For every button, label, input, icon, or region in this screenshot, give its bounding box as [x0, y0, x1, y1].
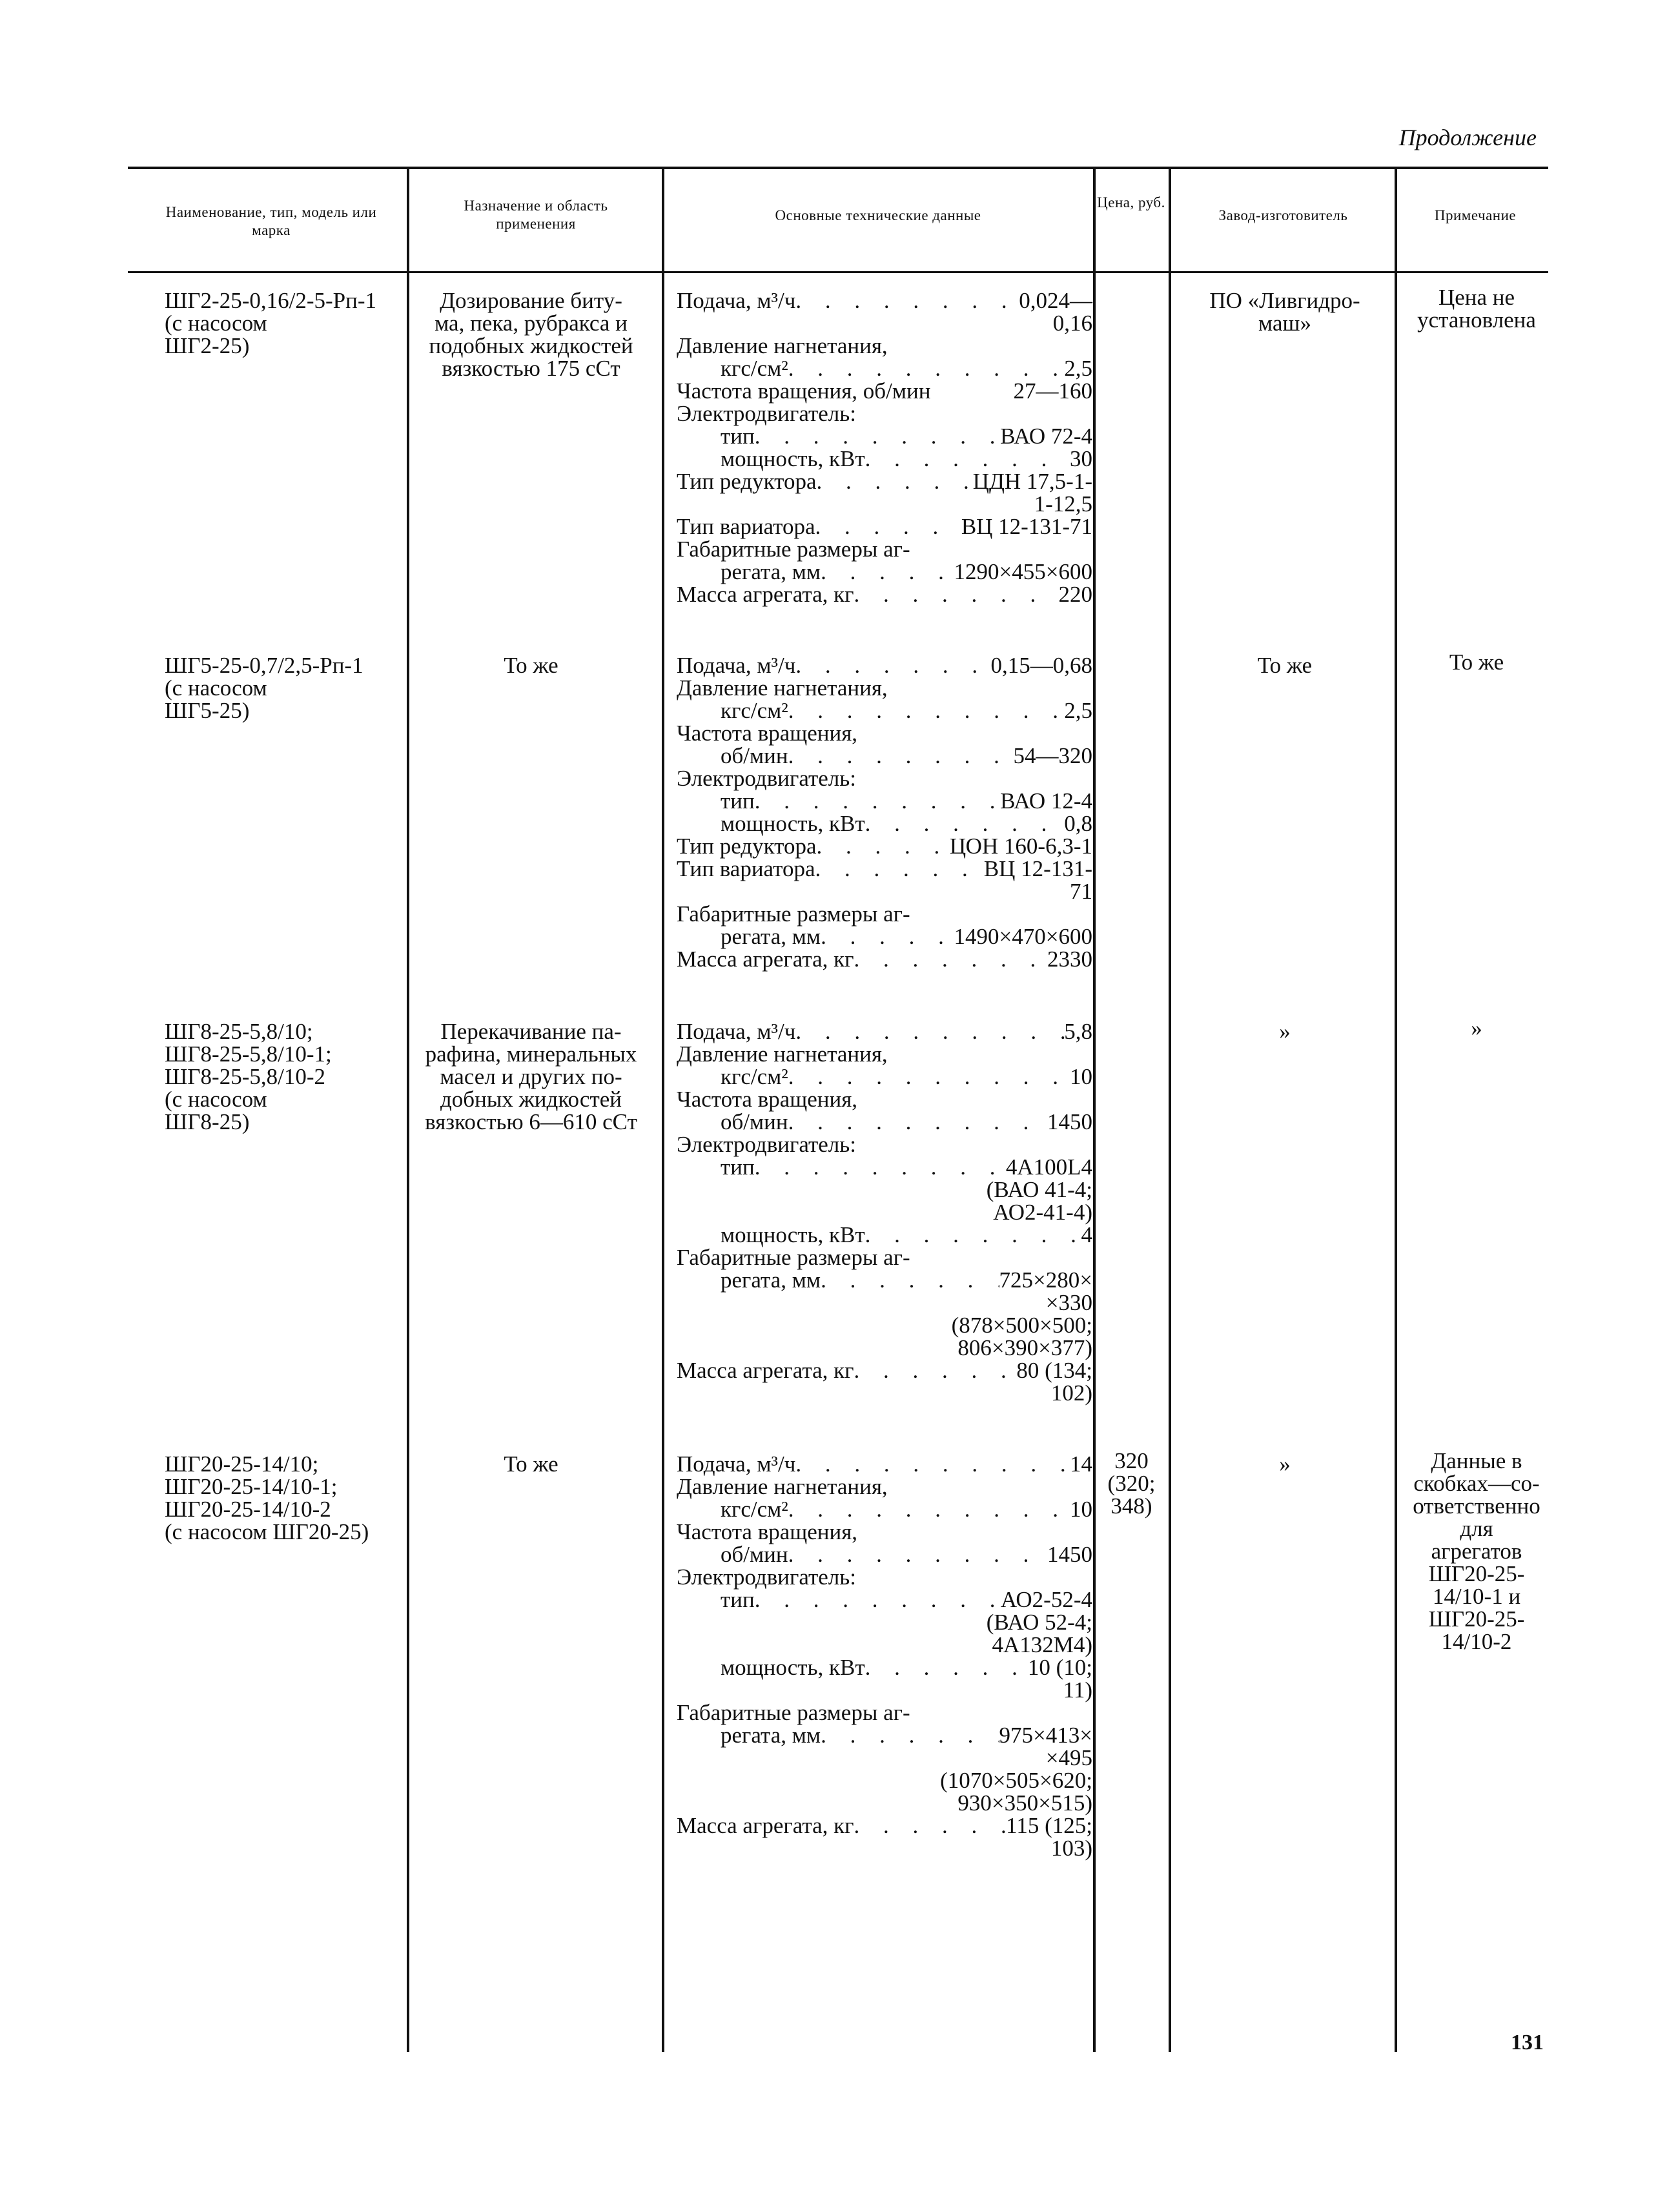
leader-dots: [788, 1065, 1070, 1088]
header-specs: Основные технические данные: [775, 207, 981, 223]
spec-value: 2,5: [1064, 356, 1092, 381]
spec-key: Подача, м³/ч: [677, 653, 796, 678]
spec-row: [677, 1543, 1092, 1566]
spec-key: кгс/см²: [721, 1497, 788, 1522]
spec-heading: Габаритные размеры аг-: [677, 1700, 910, 1725]
manufacturer-text-line: ПО «Ливгидро-: [1209, 288, 1360, 313]
purpose-text-line: рафина, минеральных: [425, 1041, 637, 1067]
leader-dots: [788, 1498, 1070, 1521]
spec-value: 975×413×: [999, 1723, 1092, 1748]
product-name-line: ШГ20-25-14/10;: [165, 1451, 319, 1477]
spec-row: [677, 357, 1092, 380]
note-text-line: 14/10-2: [1441, 1629, 1512, 1654]
note-text-line: ответственно: [1413, 1493, 1540, 1519]
spec-value: 4А100L4: [1005, 1154, 1092, 1180]
spec-row: [677, 744, 1092, 767]
purpose-text-line: Перекачивание па-: [440, 1019, 622, 1044]
spec-value: 0,15—0,68: [990, 653, 1092, 678]
leader-dots: [821, 925, 954, 948]
page-number: 131: [1511, 2031, 1544, 2054]
leader-dots: [755, 1156, 1006, 1178]
leader-dots: [815, 857, 984, 880]
spec-value: 5,8: [1064, 1019, 1092, 1044]
note-text-line: То же: [1449, 650, 1504, 675]
spec-value: 220: [1058, 582, 1092, 607]
price-text: [1098, 1449, 1165, 1517]
note-text: [1402, 286, 1551, 331]
product-name-line: ШГ8-25): [165, 1109, 250, 1134]
spec-heading: Давление нагнетания,: [677, 675, 888, 701]
leader-dots: [795, 289, 1019, 312]
spec-key: регата, мм: [721, 924, 821, 949]
spec-value: 1450: [1047, 1109, 1092, 1134]
spec-heading: Давление нагнетания,: [677, 1041, 888, 1067]
purpose-text-line: Дозирование биту-: [440, 288, 622, 313]
spec-key: мощность, кВт: [721, 811, 865, 836]
spec-key: Масса агрегата, кг: [677, 1813, 854, 1838]
spec-row: [677, 812, 1092, 835]
purpose-text-line: То же: [504, 1451, 558, 1477]
spec-heading: Давление нагнетания,: [677, 1474, 888, 1499]
spec-key: регата, мм: [721, 1723, 821, 1748]
spec-heading: Давление нагнетания,: [677, 333, 888, 358]
spec-continuation: (878×500×500;: [951, 1313, 1092, 1338]
spec-row: [677, 835, 1092, 857]
product-name-line: ШГ20-25-14/10-2: [165, 1497, 331, 1522]
spec-value: 115 (125;: [1006, 1813, 1092, 1838]
continuation-label: Продолжение: [1398, 125, 1537, 150]
leader-dots: [755, 1588, 1001, 1611]
leader-dots: [865, 1224, 1081, 1246]
spec-value: 1450: [1047, 1542, 1092, 1567]
column-divider-5: [1395, 167, 1397, 2052]
product-name-line: ШГ8-25-5,8/10-2: [165, 1064, 325, 1089]
leader-dots: [854, 948, 1047, 970]
spec-row: [677, 1269, 1092, 1291]
note-text: [1402, 1449, 1551, 1653]
product-name-line: (с насосом ШГ20-25): [165, 1519, 369, 1544]
leader-dots: [821, 1269, 999, 1291]
spec-value: 10 (10;: [1027, 1655, 1092, 1680]
leader-dots: [795, 654, 990, 677]
spec-key: тип: [721, 1154, 755, 1180]
spec-row: [677, 1359, 1092, 1382]
spec-key: тип: [721, 1587, 755, 1612]
spec-key: кгс/см²: [721, 698, 788, 723]
leader-dots: [788, 1543, 1047, 1566]
spec-continuation: 103): [1050, 1836, 1092, 1861]
note-text-line: скобках—со-: [1413, 1471, 1540, 1496]
note-text: [1402, 651, 1551, 673]
spec-continuation: ×330: [1045, 1290, 1092, 1315]
spec-row: [677, 470, 1092, 493]
spec-continuation: 0,16: [1052, 311, 1092, 336]
spec-value: ВЦ 12-131-71: [961, 514, 1092, 539]
spec-row: [677, 925, 1092, 948]
spec-row: [677, 1156, 1092, 1178]
purpose-text-line: добных жидкостей: [440, 1087, 622, 1112]
leader-dots: [817, 835, 950, 857]
note-text-line: »: [1471, 1016, 1482, 1041]
spec-key: Частота вращения, об/мин: [677, 378, 931, 404]
leader-dots: [854, 1359, 1016, 1382]
spec-continuation: 71: [1070, 879, 1092, 904]
spec-row: [677, 1588, 1092, 1611]
spec-heading: Частота вращения,: [677, 1519, 858, 1544]
price-text-line: (320;: [1107, 1471, 1156, 1496]
spec-value: 2,5: [1064, 698, 1092, 723]
spec-key: мощность, кВт: [721, 1222, 865, 1247]
spec-row: [677, 790, 1092, 812]
purpose-text-line: вязкостью 6—610 сСт: [425, 1109, 637, 1134]
product-name-line: ШГ20-25-14/10-1;: [165, 1474, 338, 1499]
spec-value: ЦДН 17,5-1-: [972, 469, 1092, 494]
leader-dots: [817, 470, 973, 493]
manufacturer-text-line: »: [1279, 1019, 1291, 1044]
spec-key: Подача, м³/ч: [677, 1019, 796, 1044]
spec-key: тип: [721, 788, 755, 814]
purpose-text-line: масел и других по-: [440, 1064, 622, 1089]
leader-dots: [821, 560, 954, 583]
spec-heading: Частота вращения,: [677, 721, 858, 746]
purpose-text: [407, 289, 655, 380]
product-name-line: ШГ8-25-5,8/10-1;: [165, 1041, 332, 1067]
spec-value: ВАО 72-4: [1000, 424, 1092, 449]
table-top-rule: [128, 167, 1548, 169]
spec-heading: Габаритные размеры аг-: [677, 901, 910, 927]
leader-dots: [854, 583, 1058, 606]
leader-dots: [795, 1453, 1070, 1475]
spec-continuation: 11): [1063, 1677, 1092, 1703]
spec-continuation: (ВАО 41-4;: [986, 1177, 1092, 1202]
manufacturer-text: [1175, 289, 1395, 334]
spec-row: [677, 447, 1092, 470]
spec-continuation: 930×350×515): [957, 1790, 1092, 1816]
purpose-text: [407, 1020, 655, 1133]
spec-heading: Электродвигатель:: [677, 401, 856, 426]
manufacturer-text-line: маш»: [1258, 311, 1311, 336]
spec-row: [677, 425, 1092, 447]
spec-key: кгс/см²: [721, 1064, 788, 1089]
spec-heading: Электродвигатель:: [677, 1564, 856, 1590]
purpose-text-line: ма, пека, рубракса и: [435, 311, 628, 336]
manufacturer-text-line: »: [1279, 1451, 1291, 1477]
header-price: Цена, руб.: [1097, 194, 1165, 210]
column-divider-2: [662, 167, 664, 2052]
spec-key: Тип вариатора: [677, 514, 815, 539]
spec-value: 2330: [1047, 947, 1092, 972]
spec-row: [677, 654, 1092, 677]
spec-heading: Габаритные размеры аг-: [677, 1245, 910, 1270]
leader-dots: [788, 744, 1014, 767]
spec-heading: Габаритные размеры аг-: [677, 537, 910, 562]
note-text-line: Цена не: [1438, 285, 1515, 310]
specs-block: [677, 1020, 1092, 1404]
spec-key: об/мин: [721, 1109, 788, 1134]
spec-row: [677, 515, 1092, 538]
product-name: [165, 654, 404, 722]
spec-key: мощность, кВт: [721, 1655, 865, 1680]
leader-dots: [788, 699, 1064, 722]
spec-row: [677, 289, 1092, 312]
spec-row: [677, 380, 1092, 402]
leader-dots: [755, 425, 1000, 447]
leader-dots: [854, 1814, 1006, 1837]
note-text-line: ШГ20-25-: [1428, 1606, 1525, 1632]
header-maker: Завод-изготовитель: [1218, 207, 1348, 223]
spec-row: [677, 1498, 1092, 1521]
product-name: [165, 1020, 404, 1133]
spec-value: 54—320: [1013, 743, 1092, 768]
leader-dots: [865, 447, 1070, 470]
leader-dots: [865, 812, 1065, 835]
spec-key: Тип редуктора: [677, 469, 817, 494]
spec-key: Тип вариатора: [677, 856, 815, 881]
spec-key: кгс/см²: [721, 356, 788, 381]
spec-value: ВАО 12-4: [1000, 788, 1092, 814]
leader-dots: [815, 515, 961, 538]
spec-continuation: (1070×505×620;: [940, 1768, 1092, 1793]
spec-value: 10: [1070, 1497, 1092, 1522]
spec-continuation: ×495: [1045, 1745, 1092, 1770]
spec-row: [677, 1453, 1092, 1475]
manufacturer-text-line: То же: [1257, 653, 1313, 678]
spec-row: [677, 948, 1092, 970]
product-name: [165, 289, 404, 357]
header-name: Наименование, тип, модель или марка: [165, 204, 377, 238]
leader-dots: [755, 790, 1000, 812]
manufacturer-text: [1175, 1020, 1395, 1043]
spec-key: об/мин: [721, 1542, 788, 1567]
spec-continuation: АО2-41-4): [993, 1200, 1092, 1225]
spec-value: 27—160: [1013, 378, 1092, 404]
leader-dots: [788, 357, 1064, 380]
spec-heading: Электродвигатель:: [677, 766, 856, 791]
spec-row: [677, 1065, 1092, 1088]
product-name-line: ШГ8-25-5,8/10;: [165, 1019, 313, 1044]
spec-row: [677, 583, 1092, 606]
spec-row: [677, 857, 1092, 880]
spec-continuation: (ВАО 52-4;: [986, 1610, 1092, 1635]
specs-block: [677, 654, 1092, 970]
leader-dots: [795, 1020, 1064, 1043]
spec-row: [677, 560, 1092, 583]
spec-value: 0,8: [1064, 811, 1092, 836]
specs-block: [677, 289, 1092, 606]
spec-value: 1490×470×600: [954, 924, 1092, 949]
spec-heading: Электродвигатель:: [677, 1132, 856, 1157]
spec-key: Масса агрегата, кг: [677, 947, 854, 972]
header-purpose: Назначение и область применения: [464, 198, 608, 232]
note-text-line: Данные в: [1431, 1448, 1522, 1473]
spec-value: 30: [1070, 446, 1092, 471]
product-name-line: (с насосом: [165, 1087, 267, 1112]
purpose-text: [407, 654, 655, 677]
manufacturer-text: [1175, 654, 1395, 677]
spec-value: 80 (134;: [1016, 1358, 1092, 1383]
column-divider-4: [1169, 167, 1171, 2052]
spec-key: об/мин: [721, 743, 788, 768]
product-name-line: ШГ2-25): [165, 333, 250, 358]
spec-row: [677, 1020, 1092, 1043]
spec-value: ЦОН 160-6,3-1: [949, 834, 1092, 859]
leader-dots: [821, 1724, 999, 1746]
product-name-line: ШГ5-25): [165, 698, 250, 723]
note-text-line: установлена: [1417, 307, 1536, 333]
spec-value: ВЦ 12-131-: [983, 856, 1092, 881]
spec-row: [677, 1724, 1092, 1746]
spec-key: регата, мм: [721, 559, 821, 584]
product-name-line: ШГ5-25-0,7/2,5-Рп-1: [165, 653, 363, 678]
leader-dots: [788, 1111, 1047, 1133]
spec-key: мощность, кВт: [721, 446, 865, 471]
note-text-line: ШГ20-25-: [1428, 1561, 1525, 1586]
note-text-line: 14/10-1 и: [1432, 1584, 1521, 1609]
spec-key: Тип редуктора: [677, 834, 817, 859]
spec-row: [677, 699, 1092, 722]
spec-value: АО2-52-4: [1000, 1587, 1092, 1612]
purpose-text: [407, 1453, 655, 1475]
purpose-text-line: подобных жидкостей: [429, 333, 633, 358]
spec-key: Масса агрегата, кг: [677, 582, 854, 607]
spec-continuation: 4А132М4): [992, 1632, 1092, 1657]
spec-heading: Частота вращения,: [677, 1087, 858, 1112]
price-text-line: 320: [1114, 1448, 1149, 1473]
price-text-line: 348): [1110, 1493, 1152, 1519]
spec-value: 1290×455×600: [954, 559, 1092, 584]
spec-value: 14: [1070, 1451, 1092, 1477]
spec-key: регата, мм: [721, 1267, 821, 1293]
leader-dots: [865, 1656, 1028, 1679]
column-divider-3: [1093, 167, 1096, 2052]
spec-row: [677, 1111, 1092, 1133]
note-text-line: агрегатов: [1431, 1539, 1522, 1564]
spec-key: тип: [721, 424, 755, 449]
purpose-text-line: То же: [504, 653, 558, 678]
spec-row: [677, 1224, 1092, 1246]
product-name-line: (с насосом: [165, 675, 267, 701]
spec-key: Подача, м³/ч: [677, 1451, 796, 1477]
note-text: [1402, 1017, 1551, 1039]
header-note: Примечание: [1434, 207, 1517, 223]
spec-value: 725×280×: [999, 1267, 1092, 1293]
product-name-line: (с насосом: [165, 311, 267, 336]
spec-continuation: 806×390×377): [957, 1335, 1092, 1360]
spec-value: 4: [1081, 1222, 1092, 1247]
product-name: [165, 1453, 404, 1543]
spec-row: [677, 1656, 1092, 1679]
spec-row: [677, 1814, 1092, 1837]
specs-block: [677, 1453, 1092, 1859]
spec-key: Масса агрегата, кг: [677, 1358, 854, 1383]
spec-value: 10: [1070, 1064, 1092, 1089]
product-name-line: ШГ2-25-0,16/2-5-Рп-1: [165, 288, 376, 313]
spec-continuation: 1-12,5: [1034, 491, 1092, 517]
spec-value: 0,024—: [1019, 288, 1092, 313]
manufacturer-text: [1175, 1453, 1395, 1475]
note-text-line: для: [1460, 1516, 1493, 1541]
header-bottom-rule: [128, 271, 1548, 273]
purpose-text-line: вязкостью 175 сСт: [442, 356, 620, 381]
spec-continuation: 102): [1050, 1380, 1092, 1406]
spec-key: Подача, м³/ч: [677, 288, 796, 313]
